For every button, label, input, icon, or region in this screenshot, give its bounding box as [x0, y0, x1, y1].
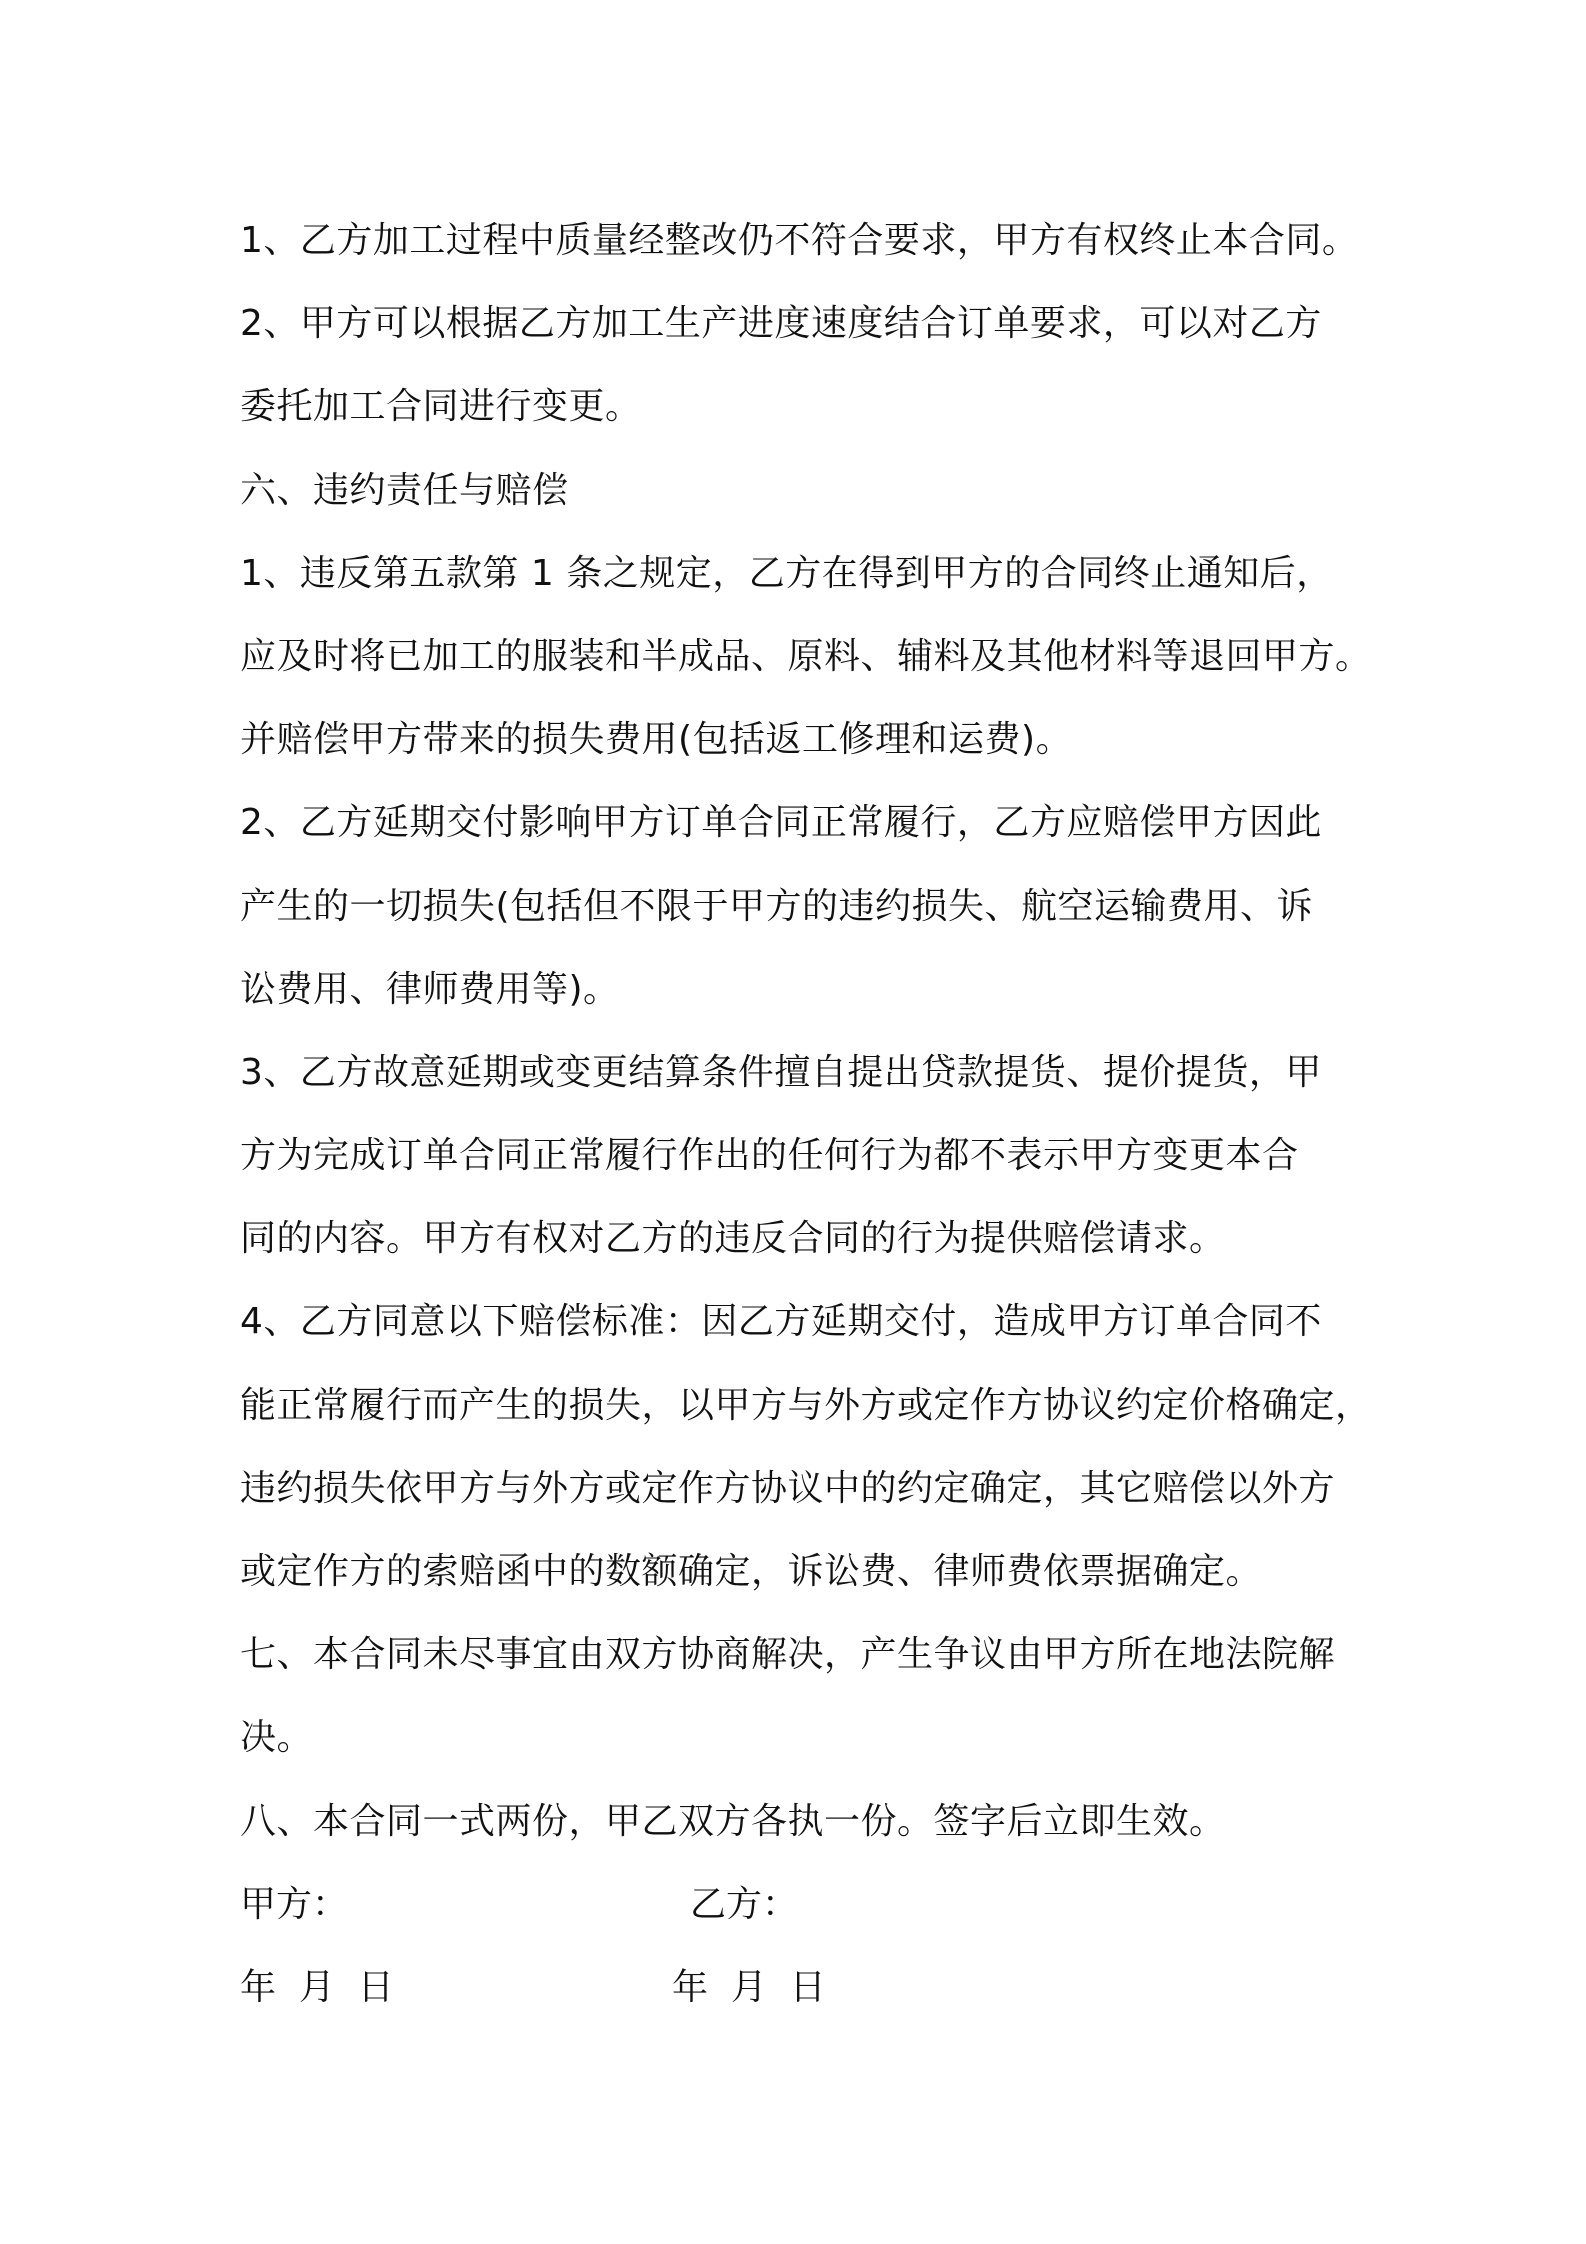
paragraph-line: 违约损失依甲方与外方或定作方协议中的约定确定，其它赔偿以外方 [240, 1467, 1336, 1509]
paragraph-line: 4、乙方同意以下赔偿标准：因乙方延期交付，造成甲方订单合同不 [240, 1301, 1322, 1343]
paragraph-line: 委托加工合同进行变更。 [240, 386, 642, 428]
party-b-date: 年 月 日 [672, 1966, 826, 2008]
section-heading: 七、本合同未尽事宜由双方协商解决，产生争议由甲方所在地法院解 [240, 1634, 1336, 1676]
paragraph-line: 1、违反第五款第 1 条之规定，乙方在得到甲方的合同终止通知后， [240, 552, 1333, 594]
contract-body [240, 199, 1380, 2029]
section-heading: 六、违约责任与赔偿 [240, 469, 569, 511]
paragraph-line: 决。 [240, 1717, 314, 1759]
paragraph-line: 并赔偿甲方带来的损失费用(包括返工修理和运费)。 [240, 719, 1073, 761]
party-a-label: 甲方： [240, 1883, 349, 1925]
signature-date-row [240, 1946, 1380, 2029]
paragraph-line: 方为完成订单合同正常履行作出的任何行为都不表示甲方变更本合 [240, 1135, 1299, 1177]
paragraph-line: 3、乙方故意延期或变更结算条件擅自提出贷款提货、提价提货，甲 [240, 1051, 1322, 1093]
section-heading: 八、本合同一式两份，甲乙双方各执一份。签字后立即生效。 [240, 1800, 1226, 1842]
signature-party-row [240, 1863, 1380, 1946]
paragraph-line: 应及时将已加工的服装和半成品、原料、辅料及其他材料等退回甲方。 [240, 635, 1372, 677]
party-a-date: 年 月 日 [240, 1966, 394, 2008]
paragraph-line: 1、乙方加工过程中质量经整改仍不符合要求，甲方有权终止本合同。 [240, 220, 1359, 261]
paragraph-line: 2、乙方延期交付影响甲方订单合同正常履行，乙方应赔偿甲方因此 [240, 802, 1322, 844]
paragraph-line: 或定作方的索赔函中的数额确定，诉讼费、律师费依票据确定。 [240, 1551, 1263, 1592]
paragraph-line: 能正常履行而产生的损失，以甲方与外方或定作方协议约定价格确定， [240, 1384, 1372, 1426]
party-b-label: 乙方： [690, 1883, 799, 1925]
paragraph-line: 产生的一切损失(包括但不限于甲方的违约损失、航空运输费用、诉 [240, 885, 1314, 927]
paragraph-line: 同的内容。甲方有权对乙方的违反合同的行为提供赔偿请求。 [240, 1218, 1226, 1260]
paragraph-line: 2、甲方可以根据乙方加工生产进度速度结合订单要求，可以对乙方 [240, 303, 1322, 345]
paragraph-line: 讼费用、律师费用等)。 [240, 968, 620, 1010]
